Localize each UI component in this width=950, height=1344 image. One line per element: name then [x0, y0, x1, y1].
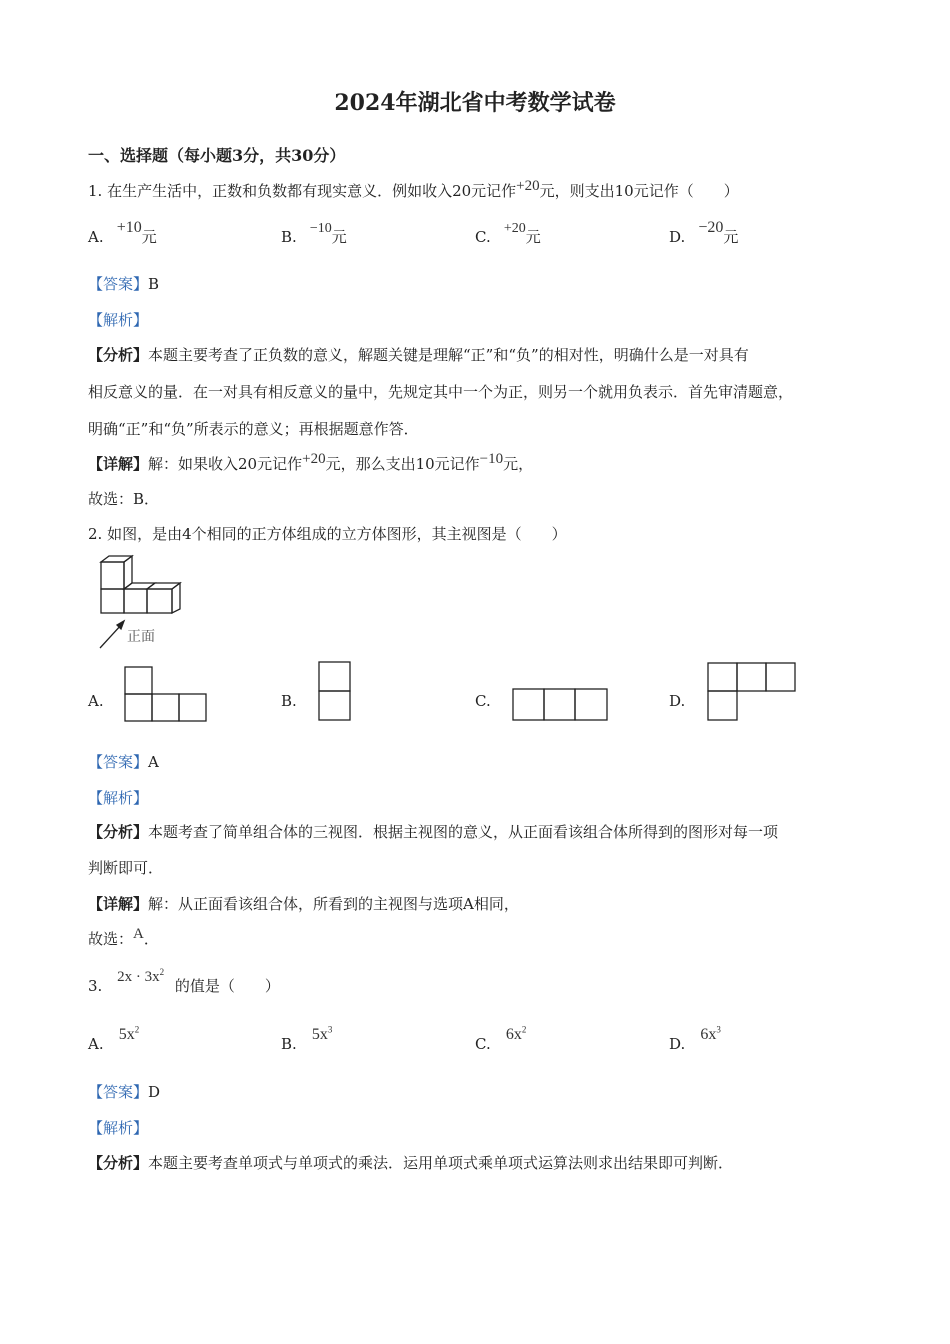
q2-option-c-label[interactable]: C. [475, 692, 491, 710]
cube-top-front [101, 562, 124, 589]
q3-stem: 3. $2x \cdot 3x^2$ 的值是（ ） [88, 967, 280, 995]
q3-option-a[interactable]: A. $5x^2$ [88, 1024, 140, 1053]
q1-stem-math: +20 [516, 178, 540, 194]
q1-answer: 【答案】B [88, 275, 160, 293]
front-arrow-icon [98, 620, 130, 652]
q2-option-b-label[interactable]: B. [281, 692, 297, 710]
q1-analysis-tag: 【解析】 [88, 311, 149, 329]
q2-option-a-label[interactable]: A. [88, 692, 104, 710]
q2-option-d-label[interactable]: D. [669, 692, 686, 710]
q3-fenxi: 【分析】本题主要考查单项式与单项式的乘法．运用单项式乘单项式运算法则求出结果即可判断． [88, 1154, 734, 1172]
q1-fenxi-2: 相反意义的量．在一对具有相反意义的量中，先规定其中一个为正，则另一个就用负表示．首先审清题意， [88, 383, 794, 401]
q3-option-d[interactable]: D. $6x^3$ [669, 1024, 721, 1053]
q2-option-b-figure[interactable] [319, 662, 353, 722]
q1-option-d[interactable]: D. −20元 [669, 219, 739, 246]
q1-stem: 1. 在生产生活中，正数和负数都有现实意义．例如收入20元记作+20元，则支出10元记作（ ） [88, 178, 739, 200]
q2-stem: 2. 如图，是由4个相同的正方体组成的立方体图形，其主视图是（ ） [88, 525, 567, 543]
q2-fenxi: 【分析】本题考查了简单组合体的三视图．根据主视图的意义，从正面看该组合体所得到的图形对每一项 [88, 823, 779, 841]
q3-option-b[interactable]: B. $5x^3$ [281, 1024, 333, 1053]
cube-top-top-face [101, 556, 132, 562]
q1-fenxi-3: 明确“正”和“负”所表示的意义；再根据题意作答． [88, 420, 419, 438]
q1-option-a[interactable]: A. +10元 [88, 219, 157, 246]
q1-option-b[interactable]: B. −10元 [281, 221, 347, 246]
q2-answer: 【答案】A [88, 753, 159, 771]
q3-answer: 【答案】D [88, 1083, 161, 1101]
q2-xiangjie: 【详解】解：从正面看该组合体，所看到的主视图与选项A相同， [88, 895, 519, 913]
q2-conclusion: 故选：A． [88, 926, 159, 948]
q2-option-c-figure[interactable] [513, 689, 611, 723]
q2-option-a-figure[interactable] [125, 667, 209, 723]
q3-option-c[interactable]: C. $6x^2$ [475, 1024, 527, 1053]
q2-fenxi-2: 判断即可． [88, 859, 164, 877]
q1-option-c[interactable]: C. +20元 [475, 221, 541, 246]
q2-analysis-tag: 【解析】 [88, 789, 149, 807]
q1-fenxi: 【分析】本题主要考查了正负数的意义，解题关键是理解“正”和“负”的相对性，明确什么是一对具有 [88, 346, 749, 364]
q3-expression: $2x \cdot 3x^2$ [117, 967, 165, 985]
front-label: 正面 [127, 629, 155, 645]
q1-conclusion: 故选：B． [88, 490, 160, 508]
page-title: 2024年湖北省中考数学试卷 [334, 90, 616, 116]
q2-option-d-figure[interactable] [708, 663, 798, 723]
q3-analysis-tag: 【解析】 [88, 1119, 149, 1137]
section-heading: 一、选择题（每小题3分，共30分） [88, 146, 346, 165]
q1-xiangjie: 【详解】解：如果收入20元记作+20元，那么支出10元记作−10元， [88, 451, 534, 473]
